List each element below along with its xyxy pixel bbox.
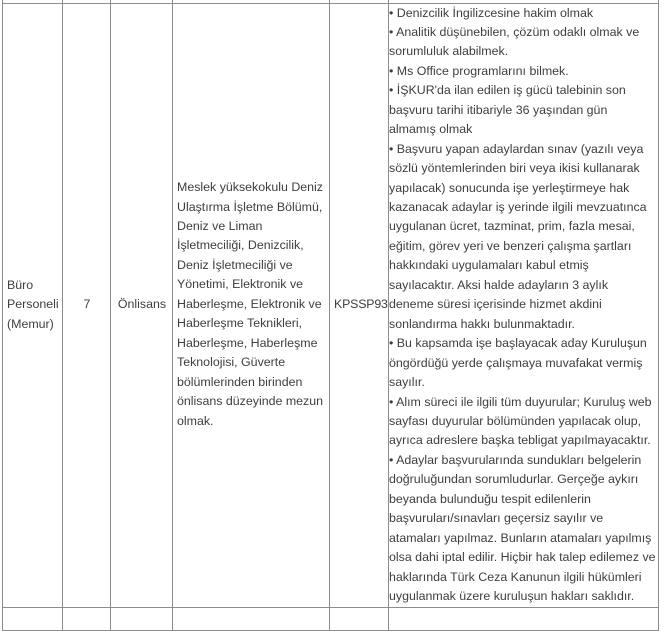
conditions-line: • Ms Office programlarını bilmek. <box>389 62 658 81</box>
conditions-line: sorumluluk alabilmek. <box>389 42 658 61</box>
conditions-line: başvuruları/sınavları geçersiz sayılır ve <box>389 509 658 528</box>
cell-kpss-next <box>330 607 389 630</box>
conditions-line: • Başvuru yapan adaylardan sınav (yazılı veya <box>389 140 658 159</box>
position-line-0: Büro <box>7 278 33 292</box>
conditions-line: • Adaylar başvurularında sundukları belgelerin <box>389 451 658 470</box>
conditions-line: ayrıca adreslere başka tebligat yapılmayacaktır. <box>389 431 658 450</box>
education-line: önlisans düzeyinde mezun <box>177 392 326 411</box>
cell-conditions-next <box>389 607 659 630</box>
cell-kpss <box>330 3 389 607</box>
conditions-line: sayılır. <box>389 373 658 392</box>
conditions-line: sayfası duyurular bölümünden yapılacak olup, <box>389 412 658 431</box>
education-level: Önlisans <box>111 293 172 317</box>
conditions-line: hakkındaki uygulamaları kabul etmiş <box>389 256 658 275</box>
education-line: Deniz İşletmeciliği ve <box>177 256 326 275</box>
conditions-line: • Denizcilik İngilizcesine hakim olmak <box>389 4 658 23</box>
cell-count <box>63 3 111 607</box>
conditions-line: sözlü yöntemlerinden biri veya ikisi kullanarak <box>389 159 658 178</box>
conditions-line: • Bu kapsamda işe başlayacak aday Kuruluşun <box>389 334 658 353</box>
conditions-line: olsa dahi iptal edilir. Hiçbir hak talep edilemez ve <box>389 548 658 567</box>
cell-level <box>111 3 173 607</box>
position-lines-wrap <box>3 274 62 337</box>
job-posting-table <box>2 0 659 631</box>
cell-level-next <box>111 607 173 630</box>
cell-count-next <box>63 607 111 630</box>
conditions-line: atamaları yapılmaz. Bunların atamaları yapılmış <box>389 529 658 548</box>
education-line: Teknolojisi, Güverte <box>177 353 326 372</box>
conditions-line: • İŞKUR'da ilan edilen iş gücü talebinin son <box>389 81 658 100</box>
education-line: Haberleşme Teknikleri, <box>177 314 326 333</box>
education-line: olmak. <box>177 412 326 431</box>
conditions-line: sayılacaktır. Aksi halde adayların 3 aylık <box>389 276 658 295</box>
position-line-2: (Memur) <box>7 317 54 331</box>
conditions-line: yapılacak) sonucunda işe yerleştirmeye hak <box>389 179 658 198</box>
conditions-line: uygulanan ücret, tazminat, prim, fazla mesai, <box>389 217 658 236</box>
conditions-line: haklarında Türk Ceza Kanunun ilgili hükümleri <box>389 568 658 587</box>
education-line: İşletmeciliği, Denizcilik, <box>177 236 326 255</box>
conditions-line: öngördüğü yerde çalışmaya muvafakat vermiş <box>389 354 658 373</box>
cell-education-next <box>173 607 330 630</box>
conditions-line: • Alım süreci ile ilgili tüm duyurular; Kuruluş web <box>389 393 658 412</box>
conditions-line: uygulanmak üzere kuruluşun hakları saklıdır. <box>389 587 658 606</box>
conditions-line: sonlandırma hakkı bulunmaktadır. <box>389 315 658 334</box>
cell-education <box>173 3 330 607</box>
education-line: Deniz ve Liman <box>177 217 326 236</box>
education-line: Haberleşme, Haberleşme <box>177 334 326 353</box>
conditions-line: kazanacak adaylar iş yerinde ilgili mevzuatınca <box>389 198 658 217</box>
kpss-score-type: KPSSP93 <box>330 293 388 317</box>
position-line-1: Personeli <box>7 297 59 311</box>
education-requirements <box>173 177 329 433</box>
cell-conditions <box>389 3 659 607</box>
cell-position <box>3 3 63 607</box>
education-line: Meslek yüksekokulu Deniz <box>177 178 326 197</box>
education-line: Ulaştırma İşletme Bölümü, <box>177 198 326 217</box>
conditions-list <box>389 4 658 607</box>
education-line: bölümlerinden birinden <box>177 373 326 392</box>
vacancy-count: 7 <box>63 293 110 317</box>
conditions-line: almamış olmak <box>389 120 658 139</box>
conditions-line: beyanda bulunduğu tespit edilenlerin <box>389 490 658 509</box>
education-line: Haberleşme, Elektronik ve <box>177 295 326 314</box>
cell-position-next <box>3 607 63 630</box>
conditions-line: deneme süresi içerisinde hizmet akdini <box>389 295 658 314</box>
conditions-line: başvuru tarihi itibariyle 36 yaşından gün <box>389 101 658 120</box>
conditions-line: eğitim, görev yeri ve benzeri çalışma şartları <box>389 237 658 256</box>
education-line: Yönetimi, Elektronik ve <box>177 275 326 294</box>
conditions-line: • Analitik düşünebilen, çözüm odaklı olmak ve <box>389 23 658 42</box>
conditions-line: doğruluğundan sorumludurlar. Gerçeğe aykırı <box>389 470 658 489</box>
table-row-next-partial <box>3 607 659 630</box>
table-row <box>3 3 659 607</box>
